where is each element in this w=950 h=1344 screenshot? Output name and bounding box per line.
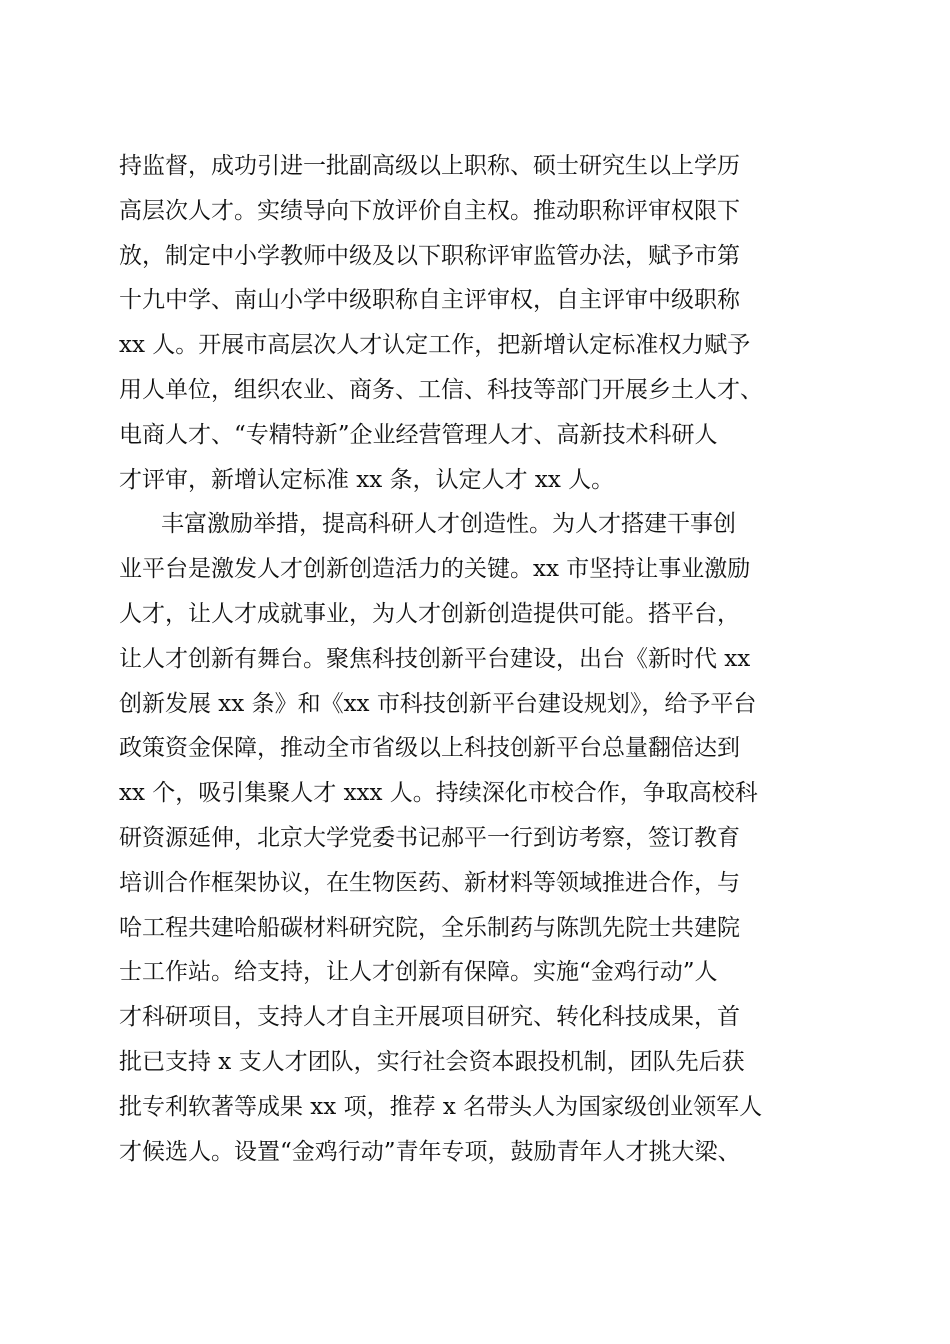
text-line: 才科研项目，支持人才自主开展项目研究、转化科技成果，首	[119, 1004, 740, 1031]
text-line: 政策资金保障，推动全市省级以上科技创新平台总量翻倍达到	[119, 735, 740, 762]
text-line: 培训合作框架协议，在生物医药、新材料等领域推进合作，与	[119, 869, 740, 896]
text-line: 电商人才、“专精特新”企业经营管理人才、高新技术科研人	[119, 421, 718, 448]
text-line: 业平台是激发人才创新创造活力的关键。xx 市坚持让事业激励	[119, 556, 751, 583]
paragraph-first-line: 丰富激励举措，提高科研人才创造性。为人才搭建干事创	[161, 511, 736, 538]
text-line: 持监督，成功引进一批副高级以上职称、硕士研究生以上学历	[119, 153, 740, 179]
text-line: 十九中学、南山小学中级职称自主评审权，自主评审中级职称	[119, 287, 740, 314]
body-text	[119, 144, 839, 1174]
text-line: 哈工程共建哈船碳材料研究院，全乐制药与陈凯先院士共建院	[119, 914, 740, 941]
text-line: xx 个，吸引集聚人才 xxx 人。持续深化市校合作，争取高校科	[119, 780, 758, 807]
text-line: 研资源延伸，北京大学党委书记郝平一行到访考察，签订教育	[119, 824, 740, 851]
text-line: 批已支持 x 支人才团队，实行社会资本跟投机制，团队先后获	[119, 1048, 745, 1075]
text-line: 用人单位，组织农业、商务、工信、科技等部门开展乡土人才、	[119, 376, 763, 403]
text-line: 让人才创新有舞台。聚焦科技创新平台建设，出台《新时代 xx	[119, 645, 751, 672]
text-line: 才评审，新增认定标准 xx 条，认定人才 xx 人。	[119, 466, 615, 493]
text-line: 批专利软著等成果 xx 项，推荐 x 名带头人为国家级创业领军人	[119, 1093, 763, 1120]
text-line: xx 人。开展市高层次人才认定工作，把新增认定标准权力赋予	[119, 332, 751, 359]
text-line: 人才，让人才成就事业，为人才创新创造提供可能。搭平台，	[119, 600, 740, 627]
text-line: 放，制定中小学教师中级及以下职称评审监管办法，赋予市第	[119, 242, 740, 269]
text-line: 创新发展 xx 条》和《xx 市科技创新平台建设规划》，给予平台	[119, 690, 757, 717]
text-line: 士工作站。给支持，让人才创新有保障。实施“金鸡行动”人	[119, 959, 718, 986]
text-line: 高层次人才。实绩导向下放评价自主权。推动职称评审权限下	[119, 197, 740, 224]
text-line: 才候选人。设置“金鸡行动”青年专项，鼓励青年人才挑大梁、	[119, 1138, 741, 1165]
